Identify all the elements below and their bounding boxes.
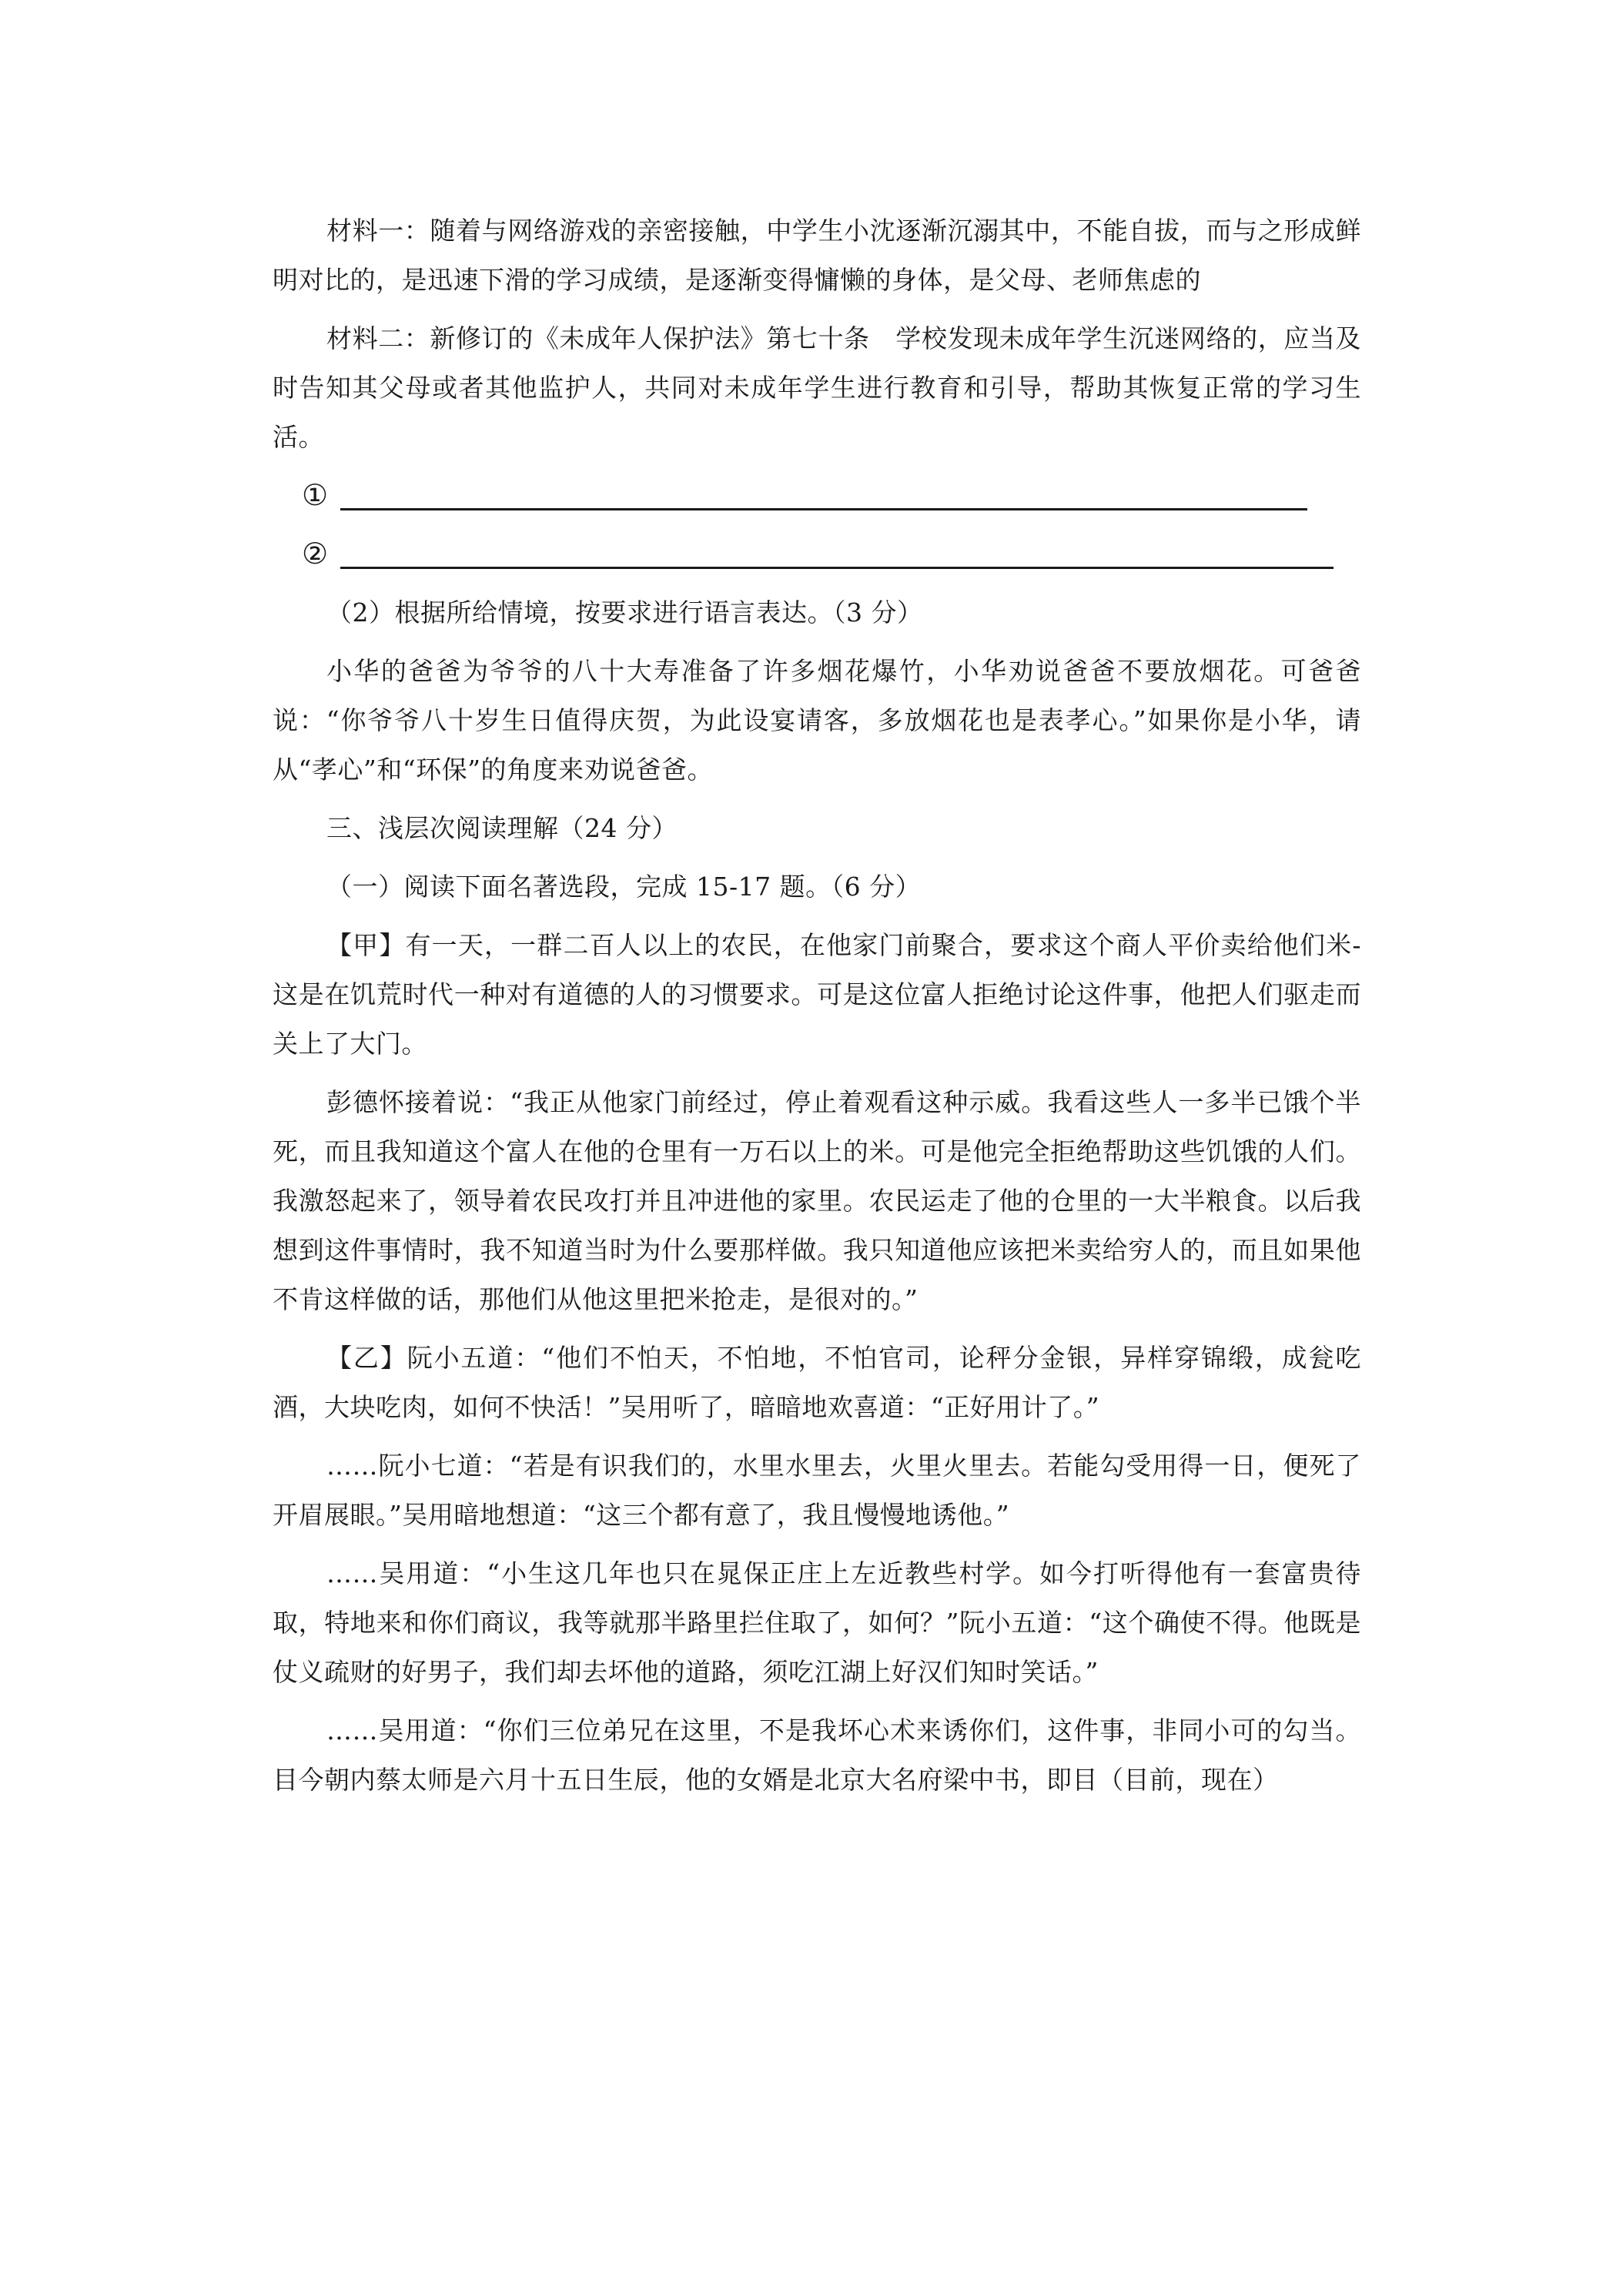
excerpt-yi-paragraph-2: ……阮小七道：“若是有识我们的，水里水里去，火里火里去。若能勾受用得一日，便死了开眉展眼。”吴用暗地想道：“这三个都有意了，我且慢慢地诱他。” <box>273 1451 1361 1530</box>
answer-underline <box>340 567 1334 569</box>
material-two-paragraph: 材料二：新修订的《未成年人保护法》第七十条 学校发现未成年学生沉迷网络的，应当及时告知其父母或者其他监护人，共同对未成年学生进行教育和引导，帮助其恢复正常的学习生活。 <box>273 323 1361 452</box>
question-2-prompt: 小华的爸爸为爷爷的八十大寿准备了许多烟花爆竹，小华劝说爸爸不要放烟花。可爸爸说：“你爷爷八十岁生日值得庆贺，为此设宴请客，多放烟花也是表孝心。”如果你是小华，请从“孝心”和“环保”的角度来劝说爸爸。 <box>273 656 1361 785</box>
excerpt-jia-continued: 彭德怀接着说：“我正从他家门前经过，停止着观看这种示威。我看这些人一多半已饿个半死，而且我知道这个富人在他的仓里有一万石以上的米。可是他完全拒绝帮助这些饥饿的人们。我激怒起来了，领导着农民攻打并且冲进他的家里。农民运走了他的仓里的一大半粮食。以后我想到这件事情时，我不知道当时为什么要那样做。我只知道他应该把米卖给穷人的，而且如果他不肯这样做的话，那他们从他这里把米抢走，是很对的。” <box>273 1087 1361 1314</box>
answer-line-2[interactable] <box>302 530 1361 579</box>
subsection-1-heading: （一）阅读下面名著选段，完成 15-17 题。（6 分） <box>326 872 922 902</box>
excerpt-yi-paragraph: 【乙】阮小五道：“他们不怕天，不怕地，不怕官司，论秤分金银，异样穿锦缎，成瓮吃酒，大块吃肉，如何不快活！”吴用听了，暗暗地欢喜道：“正好用计了。” <box>273 1343 1361 1422</box>
question-2-heading: （2）根据所给情境，按要求进行语言表达。（3 分） <box>326 597 923 628</box>
material-one-paragraph: 材料一：随着与网络游戏的亲密接触，中学生小沈逐渐沉溺其中，不能自拔，而与之形成鲜明对比的，是迅速下滑的学习成绩，是逐渐变得慵懒的身体，是父母、老师焦虑的 <box>273 216 1361 295</box>
excerpt-yi-paragraph-3: ……吴用道：“小生这几年也只在晁保正庄上左近教些村学。如今打听得他有一套富贵待取，特地来和你们商议，我等就那半路里拦住取了，如何？”阮小五道：“这个确使不得。他既是仗义疏财的好男子，我们却去坏他的道路，须吃江湖上好汉们知时笑话。” <box>273 1558 1361 1687</box>
excerpt-yi-paragraph-4: ……吴用道：“你们三位弟兄在这里，不是我坏心术来诱你们，这件事，非同小可的勾当。目今朝内蔡太师是六月十五日生辰，他的女婿是北京大名府梁中书，即目（目前，现在） <box>273 1715 1361 1795</box>
answer-underline <box>340 508 1307 510</box>
answer-marker: ② <box>302 537 329 571</box>
answer-marker: ① <box>302 478 329 512</box>
excerpt-jia-paragraph: 【甲】有一天，一群二百人以上的农民，在他家门前聚合，要求这个商人平价卖给他们米-这是在饥荒时代一种对有道德的人的习惯要求。可是这位富人拒绝讨论这件事，他把人们驱走而关上了大门。 <box>273 930 1361 1059</box>
page-content <box>273 206 1361 1814</box>
answer-line-1[interactable] <box>302 471 1361 520</box>
section-3-heading: 三、浅层次阅读理解（24 分） <box>326 813 678 843</box>
